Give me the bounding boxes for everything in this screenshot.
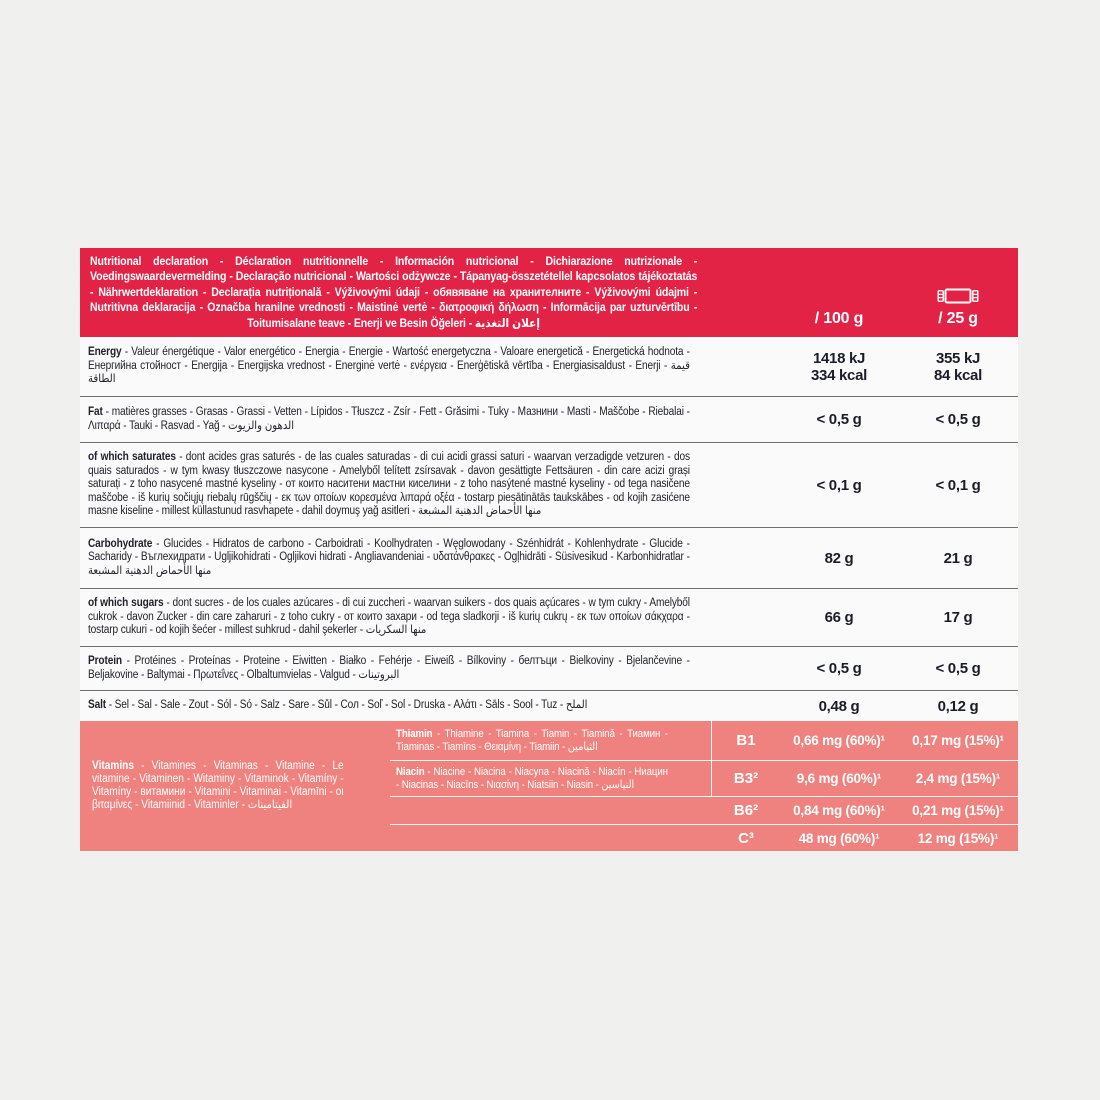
- vitamin-b1-per-100g: 0,66 mg (60%)¹: [780, 721, 898, 761]
- nutrient-translations: - dont sucres - de los cuales azúcares - di cui zuccheri - waarvan suikers - dos quais açúcares - w tym cukry - Amelyből cukrok - davon Zucker - din care zaharuri - z toho cukry - от които захари - od tega sladkorji - iš kurių cukrų - εκ των οποίων σάκχαρα - tostarp cukuri - od kojih šećer - millest suhkrud - dahil şekerler - منها السكريات: [88, 597, 690, 637]
- value-per-25g: < 0,1 g: [935, 476, 981, 494]
- vitamin-b6-per-25g: 0,21 mg (15%)¹: [898, 797, 1018, 825]
- nutrient-name: Salt: [88, 699, 107, 712]
- nutrient-name: Protein: [88, 655, 122, 667]
- per-100g-header: [780, 248, 898, 337]
- nutrient-label: [80, 647, 780, 690]
- nutrient-name: Fat: [88, 406, 103, 418]
- nutrient-translations: - Protéines - Proteínas - Proteine - Eiwitten - Białko - Fehérje - Eiweiß - Bílkoviny - белтъци - Bielkoviny - Bjelančevine - Beljakovine - Baltymai - Πρωτεΐνες - Olbaltumvielas - Valgud - البروتينات: [88, 655, 690, 681]
- value-per-100g: < 0,1 g: [816, 476, 862, 494]
- vitamins-section: [80, 721, 1018, 851]
- vitamin-b1-per-25g: 0,17 mg (15%)¹: [898, 721, 1018, 761]
- nutrient-translations: - Sel - Sal - Sale - Zout - Sól - Só - Salz - Sare - Sůl - Сол - Soľ - Sol - Druska - Αλάτι - Sāls - Sool - Tuz - الملح: [106, 699, 588, 712]
- vitamin-c-per-25g: 12 mg (15%)¹: [917, 830, 999, 846]
- nutrient-name: of which sugars: [88, 597, 164, 610]
- vitamin-code-b6: B6²: [712, 797, 780, 825]
- nutrient-translations: - dont acides gras saturés - de las cuales saturadas - di cui acidi grassi saturi - waarvan verzadigde vetzuren - dos quais saturados - w tym kwasy tłuszczowe nasycone - Amelyből telített zsírsavak - davon gesättigte Fettsäuren - din care acizi grași saturați - z toho nasycené mastné kyseliny - от които наситени мастни киселини - z toho nasýtené mastné kyseliny - od tega nasičene maščobe - iš kurių sočiųjų riebalų rūgščių - εκ των οποίων κορεσμένα λιπαρά οξέα - tostarp piesātinātās taukskābes - od kojih zasićene masne kiseline - millest küllastunud rasvhapete - dahil doymuş yağ asitleri - منها الأحماض الدهنية المشبعة: [88, 451, 690, 518]
- vitamin-code-b1: B1: [712, 721, 780, 761]
- value-per-25g: < 0,5 g: [935, 660, 981, 677]
- per-25g-label: / 25 g: [938, 310, 978, 327]
- nutrient-name: Energy: [88, 346, 122, 359]
- value-per-25g: 355 kJ 84 kcal: [934, 349, 982, 384]
- value-per-25g: 21 g: [943, 549, 973, 567]
- vitamin-name-empty: [390, 797, 712, 825]
- row-sugars: [80, 589, 1018, 647]
- nutrient-label: [80, 528, 780, 588]
- nutrient-label: [80, 337, 780, 396]
- row-saturates: [80, 443, 1018, 528]
- vitamin-name-niacin: Niacin - Niacine - Niacina - Niacyna - Niacină - Niacín - Ниацин - Niacinas - Niacīns - Νιασίνη - Niatsiin - Niasin - النياسين: [390, 761, 712, 797]
- header-title: Nutritional declaration - Déclaration nutritionnelle - Información nutricional - Dichiarazione nutrizionale - Voedingswaardevermelding - Declaração nutricional - Wartości odżywcze - Tápanyag-összetétellel kapcsolatos tájékoztatás - Nährwertdeklaration - Declarația nutrițională - Výživovými údaji - обявяване на хранителните - Výživovými údajmi - Nutritivna deklaracija - Označba hranilne vrednosti - Maistinė vertė - διατροφική δήλωση - Informācija par uzturvērtību - Toitumisalane teave - Enerji ve Besin Öğeleri - إعلان التغذية: [90, 253, 698, 330]
- vitamin-code-c: C³: [738, 829, 754, 847]
- value-per-100g: 1418 kJ 334 kcal: [811, 349, 867, 384]
- nutrient-translations: - Valeur énergétique - Valor energético - Energia - Energie - Wartość energetyczna - Valoare energetică - Energetická hodnota - Енергийна стойност - Energija - Energijska vrednost - Energinė vertė - ενέργεια - Enerģētiskā vērtība - Energiasisaldust - Enerji - قيمة الطاقة: [88, 346, 690, 386]
- vitamins-translations: - Vitamines - Vitaminas - Vitamine - Le vitamine - Vitaminen - Witaminy - Vitaminok - Vitamíny - Vitamíny - витамини - Vitamini - Vitaminai - Vitamīni - οι βιταμίνες - Vitamiinid - Vitaminler - الفيتامينات: [92, 760, 344, 811]
- vitamin-b3-per-100g: 9,6 mg (60%)¹: [780, 761, 898, 797]
- nutrient-name: Carbohydrate: [88, 537, 153, 550]
- value-per-100g: < 0,5 g: [816, 411, 862, 428]
- value-per-25g: 17 g: [943, 609, 973, 626]
- row-salt: [80, 691, 1018, 721]
- nutrient-label: [80, 691, 780, 721]
- vitamin-c-per-100g: 48 mg (60%)¹: [798, 830, 880, 846]
- value-per-25g: < 0,5 g: [935, 411, 981, 428]
- value-per-100g: 66 g: [824, 609, 854, 626]
- per-25g-header: [898, 248, 1018, 337]
- nutrient-label: [80, 443, 780, 527]
- value-per-100g: < 0,5 g: [816, 660, 862, 677]
- row-fat: [80, 397, 1018, 443]
- vitamins-label-cell: [80, 721, 390, 851]
- vitamins-name: Vitamins: [92, 760, 135, 772]
- table-header: [80, 248, 1018, 337]
- row-carbohydrate: [80, 528, 1018, 589]
- vitamin-name-thiamin: Thiamin - Thiamine - Tiamina - Tiamin - Tiamină - Тиамин - Tiaminas - Tiamīns - Θειαμίνη - Tiamiin - الثيامين: [390, 721, 712, 761]
- nutrient-label: [80, 589, 780, 646]
- nutrition-table: [80, 248, 1018, 851]
- nutrient-translations: - matières grasses - Grasas - Grassi - Vetten - Lípidos - Tłuszcz - Zsír - Fett - Grăsimi - Tuky - Мазнини - Masti - Maščobe - Riebalai - Λιπαρά - Tauki - Rasvad - Yağ - الدهون والزيوت: [88, 406, 690, 432]
- row-energy: [80, 337, 1018, 397]
- value-per-25g: 0,12 g: [937, 697, 979, 715]
- energy-bar-icon: [935, 286, 981, 306]
- value-per-100g: 0,48 g: [818, 697, 860, 715]
- vitamin-name-empty: [390, 825, 712, 851]
- nutrient-translations: - Glucides - Hidratos de carbono - Carboidrati - Koolhydraten - Węglowodany - Szénhidrát - Kohlenhydrate - Glucide - Sacharidy - Въглехидрати - Ugljikohidrati - Ogljikovi hidrati - Angliavandeniai - υδατάνθρακες - Ogļhidrāti - Süsivesikud - Karbonhidratlar - منها الأحماض الدهنية المشبعة: [88, 537, 690, 577]
- vitamin-code-b3: B3²: [712, 761, 780, 797]
- header-title-cell: [80, 248, 780, 337]
- nutrient-name: of which saturates: [88, 451, 176, 464]
- per-100g-label: / 100 g: [814, 310, 864, 327]
- vitamin-b6-per-100g: 0,84 mg (60%)¹: [780, 797, 898, 825]
- vitamin-b3-per-25g: 2,4 mg (15%)¹: [898, 761, 1018, 797]
- value-per-100g: 82 g: [824, 549, 854, 567]
- nutrient-label: [80, 397, 780, 442]
- row-protein: [80, 647, 1018, 691]
